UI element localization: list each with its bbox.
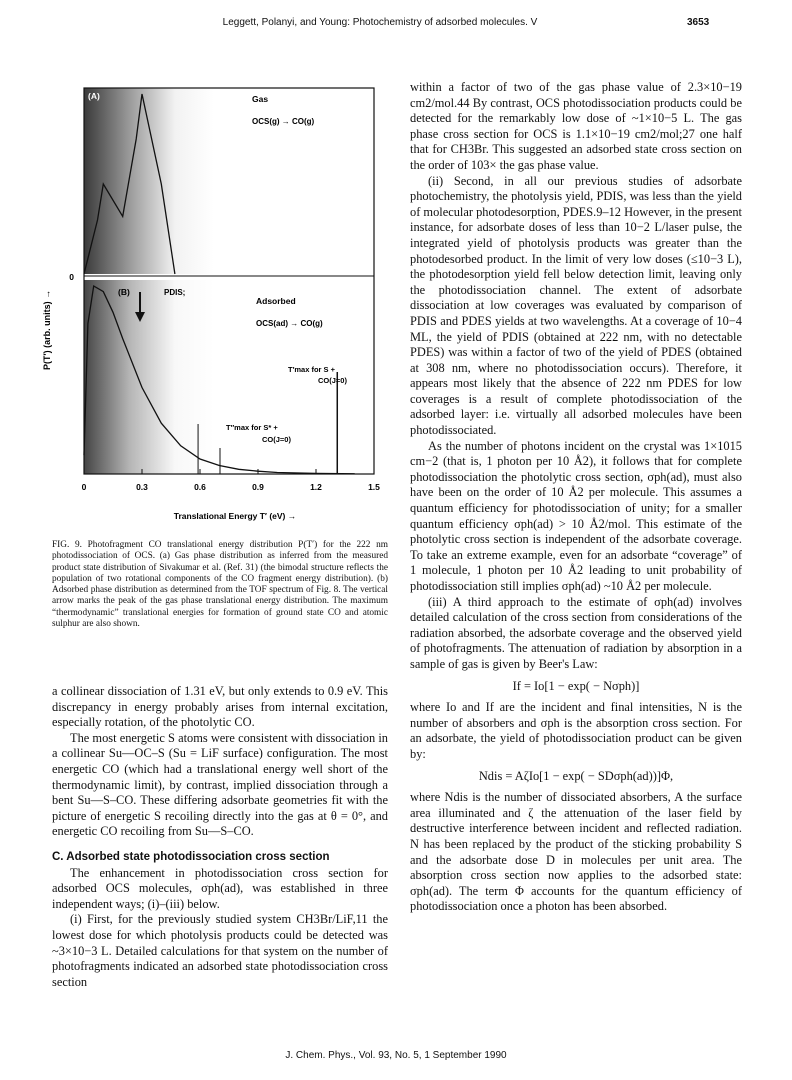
marker1-label-line2: CO(J=0): [318, 376, 347, 385]
marker2-label-line2: CO(J=0): [262, 435, 291, 444]
panel-a-reaction: OCS(g) → CO(g): [252, 117, 315, 126]
x-tick-label: 0.6: [194, 482, 206, 492]
left-paragraph-2: The most energetic S atoms were consistent with dissociation in a collinear Su—OC–S (Su = LiF surface) configuration. The most energetic CO (which had a translational energy well short of the thermodynamic limit), by contrast, implied dissociation through a bent Su—S–CO. These differing adsorbate geometries fit with the picture of energetic S recoiling directly into the gas at θ = 0°, and energetic CO recoiling from Su—S–CO.: [52, 730, 388, 839]
x-tick-label: 0: [81, 482, 87, 492]
marker1-label-line1: T′max for S +: [288, 365, 336, 374]
left-paragraph-4: (i) First, for the previously studied system CH3Br/LiF,11 the lowest dose for which photolysis products could be detected was ~3×10−3 L. Detailed calculations for that system on the number of photofragments indicated an adsorbed state photodissociation cross section: [52, 912, 388, 989]
left-paragraph-1: a collinear dissociation of 1.31 eV, but only extends to 0.9 eV. This discrepancy in energy probably arises from internal excitation, especially rotation, of the photolytic CO.: [52, 684, 388, 730]
equation-beers-law: If = Io[1 − exp( − Nσph)]: [512, 678, 640, 693]
marker2-label-line1: T″max for S* +: [226, 423, 278, 432]
panel-b-pdis: PDIS;: [164, 288, 186, 297]
y-zero-label: 0: [69, 272, 74, 282]
panel-a-title: Gas: [252, 94, 269, 104]
right-paragraph-4: (iii) A third approach to the estimate of σph(ad) involves detailed calculation of the cross section from considerations of the radiation absorbed, the adsorbate coverage and the observed yield of photofragments. The attenuation of radiation by absorption in a sample of gas is given by Beer's Law:: [410, 594, 742, 671]
journal-footer: J. Chem. Phys., Vol. 93, No. 5, 1 September 1990: [285, 1050, 507, 1061]
right-paragraph-2: (ii) Second, in all our previous studies of adsorbate photochemistry, the photolysis yield, PDIS, was less than the yield of molecular photodesorption, PDES.9–12 However, in the present instance, for adsorbate doses of less than 10−2 L/laser pulse, the integrated yield of photolysis products was greater than the photodesorbed product. In the limit of very low doses (≤10−3 L), the photodesorption yield fell below detection limit, leaving only the photodissociation channel. The extent of adsorbate dissociation at low coverages was evaluated by comparison of PDIS and PDES yields at two wavelengths. At a coverage of 10−4 ML, the yield of PDIS (obtained at 222 nm, with no detectable PDES) was within a factor of two of the yield of PDES (obtained at 308 nm, where no photodissociation occurs). Therefore, it appears most likely that the absence of 222 nm PDES for low coverages is a result of complete photodissociation of the adsorbed layer: i.e. virtually all adsorbed molecules have been photodissociated.: [410, 173, 742, 438]
panel-a-tag: (A): [88, 91, 100, 101]
x-tick-label: 0.9: [252, 482, 264, 492]
y-axis-label: P(T′) (arb. units) →: [42, 289, 52, 370]
running-header: Leggett, Polanyi, and Young: Photochemistry of adsorbed molecules. V: [222, 17, 538, 28]
panel-b-title: Adsorbed: [256, 296, 296, 306]
right-paragraph-1: within a factor of two of the gas phase value of 2.3×10−19 cm2/mol.44 By contrast, OCS photodissociation products could be detected for the remarkably low dose of ~1×10−5 L. The gas phase cross section for OCS is 1.1×10−19 cm2/mol;27 one half that for CH3Br. This suggested an adsorbed state cross section on the order of 103× the gas phase value.: [410, 80, 742, 172]
section-heading: C. Adsorbed state photodissociation cross section: [52, 850, 330, 863]
left-paragraph-3: The enhancement in photodissociation cross section for adsorbed OCS molecules, σph(ad), was established in three independent ways; (i)–(iii) below.: [52, 865, 388, 911]
x-axis-label: Translational Energy T′ (eV) →: [173, 511, 297, 521]
panel-b-shading: [84, 280, 214, 474]
figure-9: [30, 80, 390, 530]
panel-a-shading: [84, 88, 214, 274]
left-column: [52, 684, 388, 990]
right-paragraph-3: As the number of photons incident on the crystal was 1×1015 cm−2 (that is, 1 photon per 10 Å2), it follows that for complete photodissociation the photolytic cross section, σph(ad), must also have been on the order of 10 Å2 per molecule. This assumes a quantum efficiency for photodissociation of unity; for a smaller quantum efficiency σph(ad) > 10 Å2/mol. This estimate of the photolytic cross section is independent of the adsorbate coverage. To take an extreme example, even for an adsorbate “coverage” of 1 molecule, 1 photon per 10 Å2 leading to unit probability of photodissociation still implies σph(ad) ~10 Å2 per molecule.: [410, 438, 742, 593]
figure-caption: FIG. 9. Photofragment CO translational energy distribution P(T′) for the 222 nm photodissociation of OCS. (a) Gas phase distribution as inferred from the measured product state distribution of Sivakumar et al. (Ref. 31) (the bimodal structure reflects the population of two rotational components of the CO fragment energy distribution). (b) Adsorbed phase distribution as determined from the TOF spectrum of Fig. 8. The vertical arrow marks the peak of the gas phase translational energy distribution. The maximum “thermodynamic” translational energies for formation of ground state CO and atomic sulphur are also shown.: [52, 540, 388, 630]
panel-b-tag: (B): [118, 287, 130, 297]
panel-b-reaction: OCS(ad) → CO(g): [256, 319, 323, 328]
right-paragraph-6: where Ndis is the number of dissociated absorbers, A the surface area illuminated and ζ the attenuation of the laser field by destructive interference between incident and reflected radiation. N has been replaced by the product of the sticking probability S and the adsorbate dose D in molecules per unit area. The absorption cross section now applies to the adsorbed state: σph(ad). The term Φ accounts for the quantum efficiency of photodissociation once a photon has been absorbed.: [410, 790, 742, 914]
right-column: [410, 80, 742, 915]
x-tick-label: 0.3: [136, 482, 148, 492]
x-tick-label: 1.5: [368, 482, 380, 492]
equation-dissociation-yield: Ndis = AζIo[1 − exp( − SDσph(ad))]Φ,: [478, 768, 674, 783]
x-tick-label: 1.2: [310, 482, 322, 492]
right-paragraph-5: where Io and If are the incident and final intensities, N is the number of absorbers and σph is the absorption cross section. For an adsorbate, the yield of photodissociation product can be given by:: [410, 700, 742, 761]
page-number: 3653: [687, 17, 710, 28]
